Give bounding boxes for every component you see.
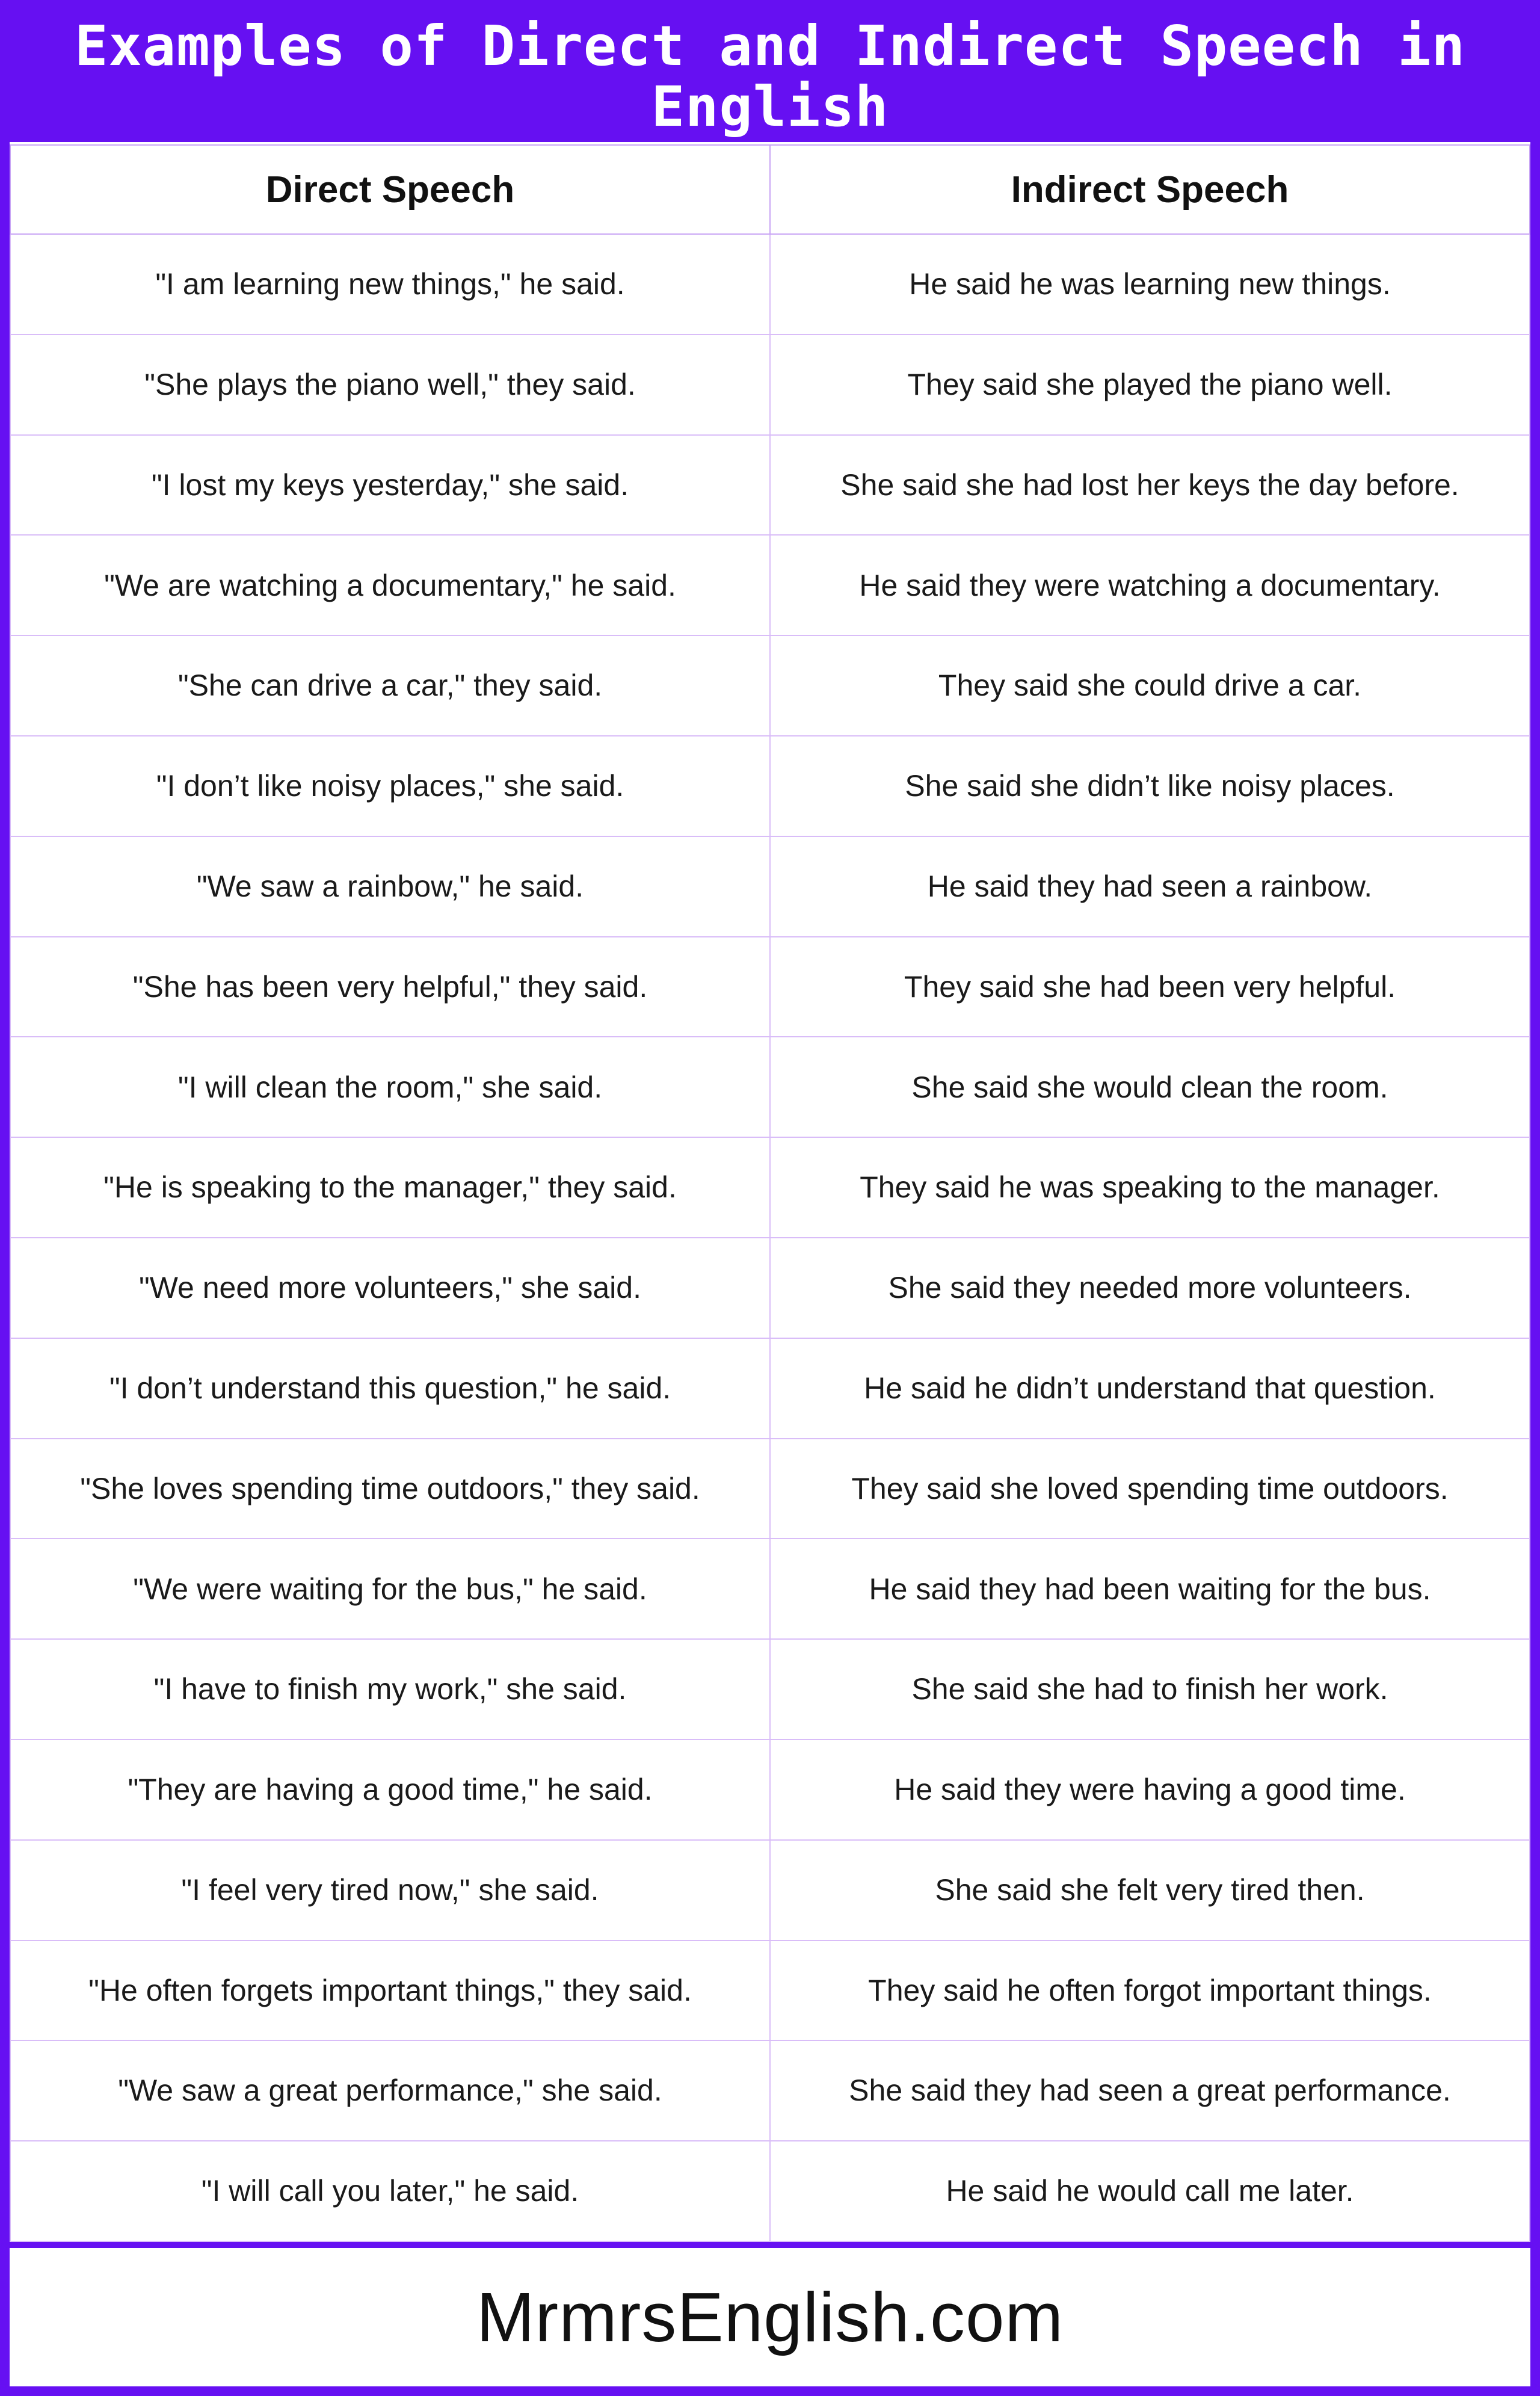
direct-speech-cell: "She loves spending time outdoors," they said. [10, 1439, 770, 1539]
table-row [10, 1238, 1530, 1338]
table-row [10, 1941, 1530, 2041]
table-row [10, 736, 1530, 836]
direct-speech-cell: "She has been very helpful," they said. [10, 937, 770, 1037]
indirect-speech-cell: He said they had seen a rainbow. [770, 836, 1530, 937]
table-row [10, 1439, 1530, 1539]
direct-speech-cell: "We need more volunteers," she said. [10, 1238, 770, 1338]
indirect-speech-cell: She said she had lost her keys the day before. [770, 435, 1530, 536]
direct-speech-cell: "I have to finish my work," she said. [10, 1639, 770, 1740]
direct-speech-cell: "I feel very tired now," she said. [10, 1840, 770, 1941]
direct-speech-cell: "He often forgets important things," they said. [10, 1941, 770, 2041]
indirect-speech-cell: He said he didn’t understand that question. [770, 1338, 1530, 1439]
table-row [10, 2040, 1530, 2141]
table-row [10, 435, 1530, 536]
indirect-speech-cell: He said he would call me later. [770, 2141, 1530, 2241]
indirect-speech-cell: They said she played the piano well. [770, 335, 1530, 435]
table-row [10, 1137, 1530, 1238]
direct-speech-cell: "He is speaking to the manager," they said. [10, 1137, 770, 1238]
direct-speech-cell: "I am learning new things," he said. [10, 234, 770, 335]
indirect-speech-cell: They said he often forgot important things. [770, 1941, 1530, 2041]
column-header-indirect-speech: Indirect Speech [770, 145, 1530, 234]
direct-speech-cell: "We saw a great performance," she said. [10, 2040, 770, 2141]
speech-comparison-table [10, 144, 1530, 2242]
table-row [10, 335, 1530, 435]
page-title: Examples of Direct and Indirect Speech in English [75, 13, 1465, 139]
indirect-speech-cell: She said she didn’t like noisy places. [770, 736, 1530, 836]
direct-speech-cell: "We saw a rainbow," he said. [10, 836, 770, 937]
table-row [10, 2141, 1530, 2241]
table-row [10, 1639, 1530, 1740]
table-row [10, 535, 1530, 635]
indirect-speech-cell: They said she had been very helpful. [770, 937, 1530, 1037]
indirect-speech-cell: He said they were having a good time. [770, 1740, 1530, 1840]
table-container [10, 142, 1530, 2386]
site-name: MrmrsEnglish.com [476, 2278, 1064, 2356]
indirect-speech-cell: He said they were watching a documentary. [770, 535, 1530, 635]
direct-speech-cell: "We are watching a documentary," he said. [10, 535, 770, 635]
indirect-speech-cell: She said she felt very tired then. [770, 1840, 1530, 1941]
column-header-direct-speech: Direct Speech [10, 145, 770, 234]
table-body [10, 234, 1530, 2241]
direct-speech-cell: "We were waiting for the bus," he said. [10, 1539, 770, 1639]
direct-speech-cell: "I will clean the room," she said. [10, 1037, 770, 1137]
footer-bar [10, 2242, 1530, 2386]
indirect-speech-cell: She said they had seen a great performance. [770, 2040, 1530, 2141]
direct-speech-cell: "They are having a good time," he said. [10, 1740, 770, 1840]
table-row [10, 1539, 1530, 1639]
table-row [10, 1338, 1530, 1439]
indirect-speech-cell: She said she had to finish her work. [770, 1639, 1530, 1740]
direct-speech-cell: "I lost my keys yesterday," she said. [10, 435, 770, 536]
table-header-row [10, 145, 1530, 234]
indirect-speech-cell: They said she could drive a car. [770, 635, 1530, 736]
direct-speech-cell: "I don’t understand this question," he said. [10, 1338, 770, 1439]
table-row [10, 635, 1530, 736]
indirect-speech-cell: He said they had been waiting for the bus. [770, 1539, 1530, 1639]
indirect-speech-cell: They said he was speaking to the manager. [770, 1137, 1530, 1238]
indirect-speech-cell: She said she would clean the room. [770, 1037, 1530, 1137]
table-head [10, 145, 1530, 234]
indirect-speech-cell: He said he was learning new things. [770, 234, 1530, 335]
direct-speech-cell: "I will call you later," he said. [10, 2141, 770, 2241]
table-row [10, 234, 1530, 335]
direct-speech-cell: "I don’t like noisy places," she said. [10, 736, 770, 836]
table-row [10, 937, 1530, 1037]
indirect-speech-cell: They said she loved spending time outdoors. [770, 1439, 1530, 1539]
table-row [10, 1037, 1530, 1137]
table-row [10, 1840, 1530, 1941]
title-bar [10, 11, 1530, 142]
direct-speech-cell: "She can drive a car," they said. [10, 635, 770, 736]
table-row [10, 836, 1530, 937]
direct-speech-cell: "She plays the piano well," they said. [10, 335, 770, 435]
table-row [10, 1740, 1530, 1840]
indirect-speech-cell: She said they needed more volunteers. [770, 1238, 1530, 1338]
